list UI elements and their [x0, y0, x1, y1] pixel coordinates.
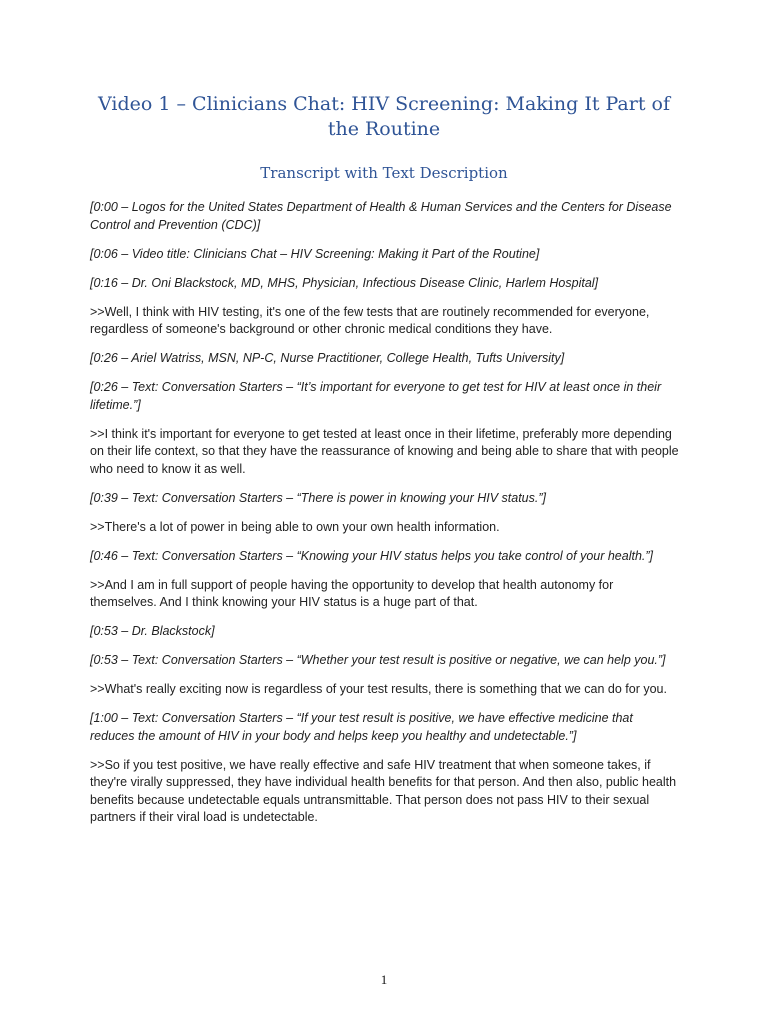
- text-description-paragraph: [0:53 – Text: Conversation Starters – “Whether your test result is positive or negative, we can help you.”]: [90, 653, 666, 667]
- document-subtitle: Transcript with Text Description: [260, 164, 508, 182]
- speech-paragraph: >>What's really exciting now is regardless of your test results, there is something that we can do for you.: [90, 682, 667, 696]
- text-description-paragraph: [0:00 – Logos for the United States Department of Health & Human Services and the Centers for Disease Control and Prevention (CDC)]: [90, 200, 672, 232]
- text-description-paragraph: [0:16 – Dr. Oni Blackstock, MD, MHS, Physician, Infectious Disease Clinic, Harlem Hospital]: [90, 275, 599, 290]
- document-title: Video 1 – Clinicians Chat: HIV Screening: Making It Part of the Routine: [98, 93, 670, 140]
- speech-paragraph: >>Well, I think with HIV testing, it's one of the few tests that are routinely recommended for everyone, regardless of someone's background or other chronic medical conditions they have.: [90, 304, 650, 336]
- speech-paragraph: >>And I am in full support of people having the opportunity to develop that health autonomy for themselves. And I think knowing your HIV status is a huge part of that.: [90, 577, 614, 609]
- speech-paragraph: >>There's a lot of power in being able to own your own health information.: [90, 519, 500, 534]
- text-description-paragraph: [0:26 – Ariel Watriss, MSN, NP-C, Nurse Practitioner, College Health, Tufts University]: [90, 351, 565, 365]
- text-description-paragraph: [0:26 – Text: Conversation Starters – “It’s important for everyone to get test for HIV at least once in their lifetime.”]: [90, 380, 662, 412]
- page-number: 1: [380, 972, 388, 987]
- text-description-paragraph: [1:00 – Text: Conversation Starters – “If your test result is positive, we have effective medicine that reduces the amount of HIV in your body and helps keep you healthy and undetectable.”]: [90, 711, 633, 743]
- text-description-paragraph: [0:53 – Dr. Blackstock]: [90, 624, 215, 638]
- speech-paragraph: >>So if you test positive, we have really effective and safe HIV treatment that when someone takes, if they're virally suppressed, they have individual health benefits for that person. And then also, public health benefits because undetectable equals untransmittable. That person does not pass HIV to their sexual partners if their viral load is undetectable.: [90, 757, 677, 824]
- text-description-paragraph: [0:39 – Text: Conversation Starters – “There is power in knowing your HIV status.”]: [90, 490, 546, 505]
- speech-paragraph: >>I think it's important for everyone to get tested at least once in their lifetime, preferably more depending on their life context, so that they have the reassurance of knowing and being able to share that with people who need to know it as well.: [90, 426, 679, 476]
- text-description-paragraph: [0:06 – Video title: Clinicians Chat – HIV Screening: Making it Part of the Routine]: [90, 246, 540, 261]
- text-description-paragraph: [0:46 – Text: Conversation Starters – “Knowing your HIV status helps you take control of your health.”]: [90, 548, 654, 563]
- transcript-body: [90, 199, 680, 838]
